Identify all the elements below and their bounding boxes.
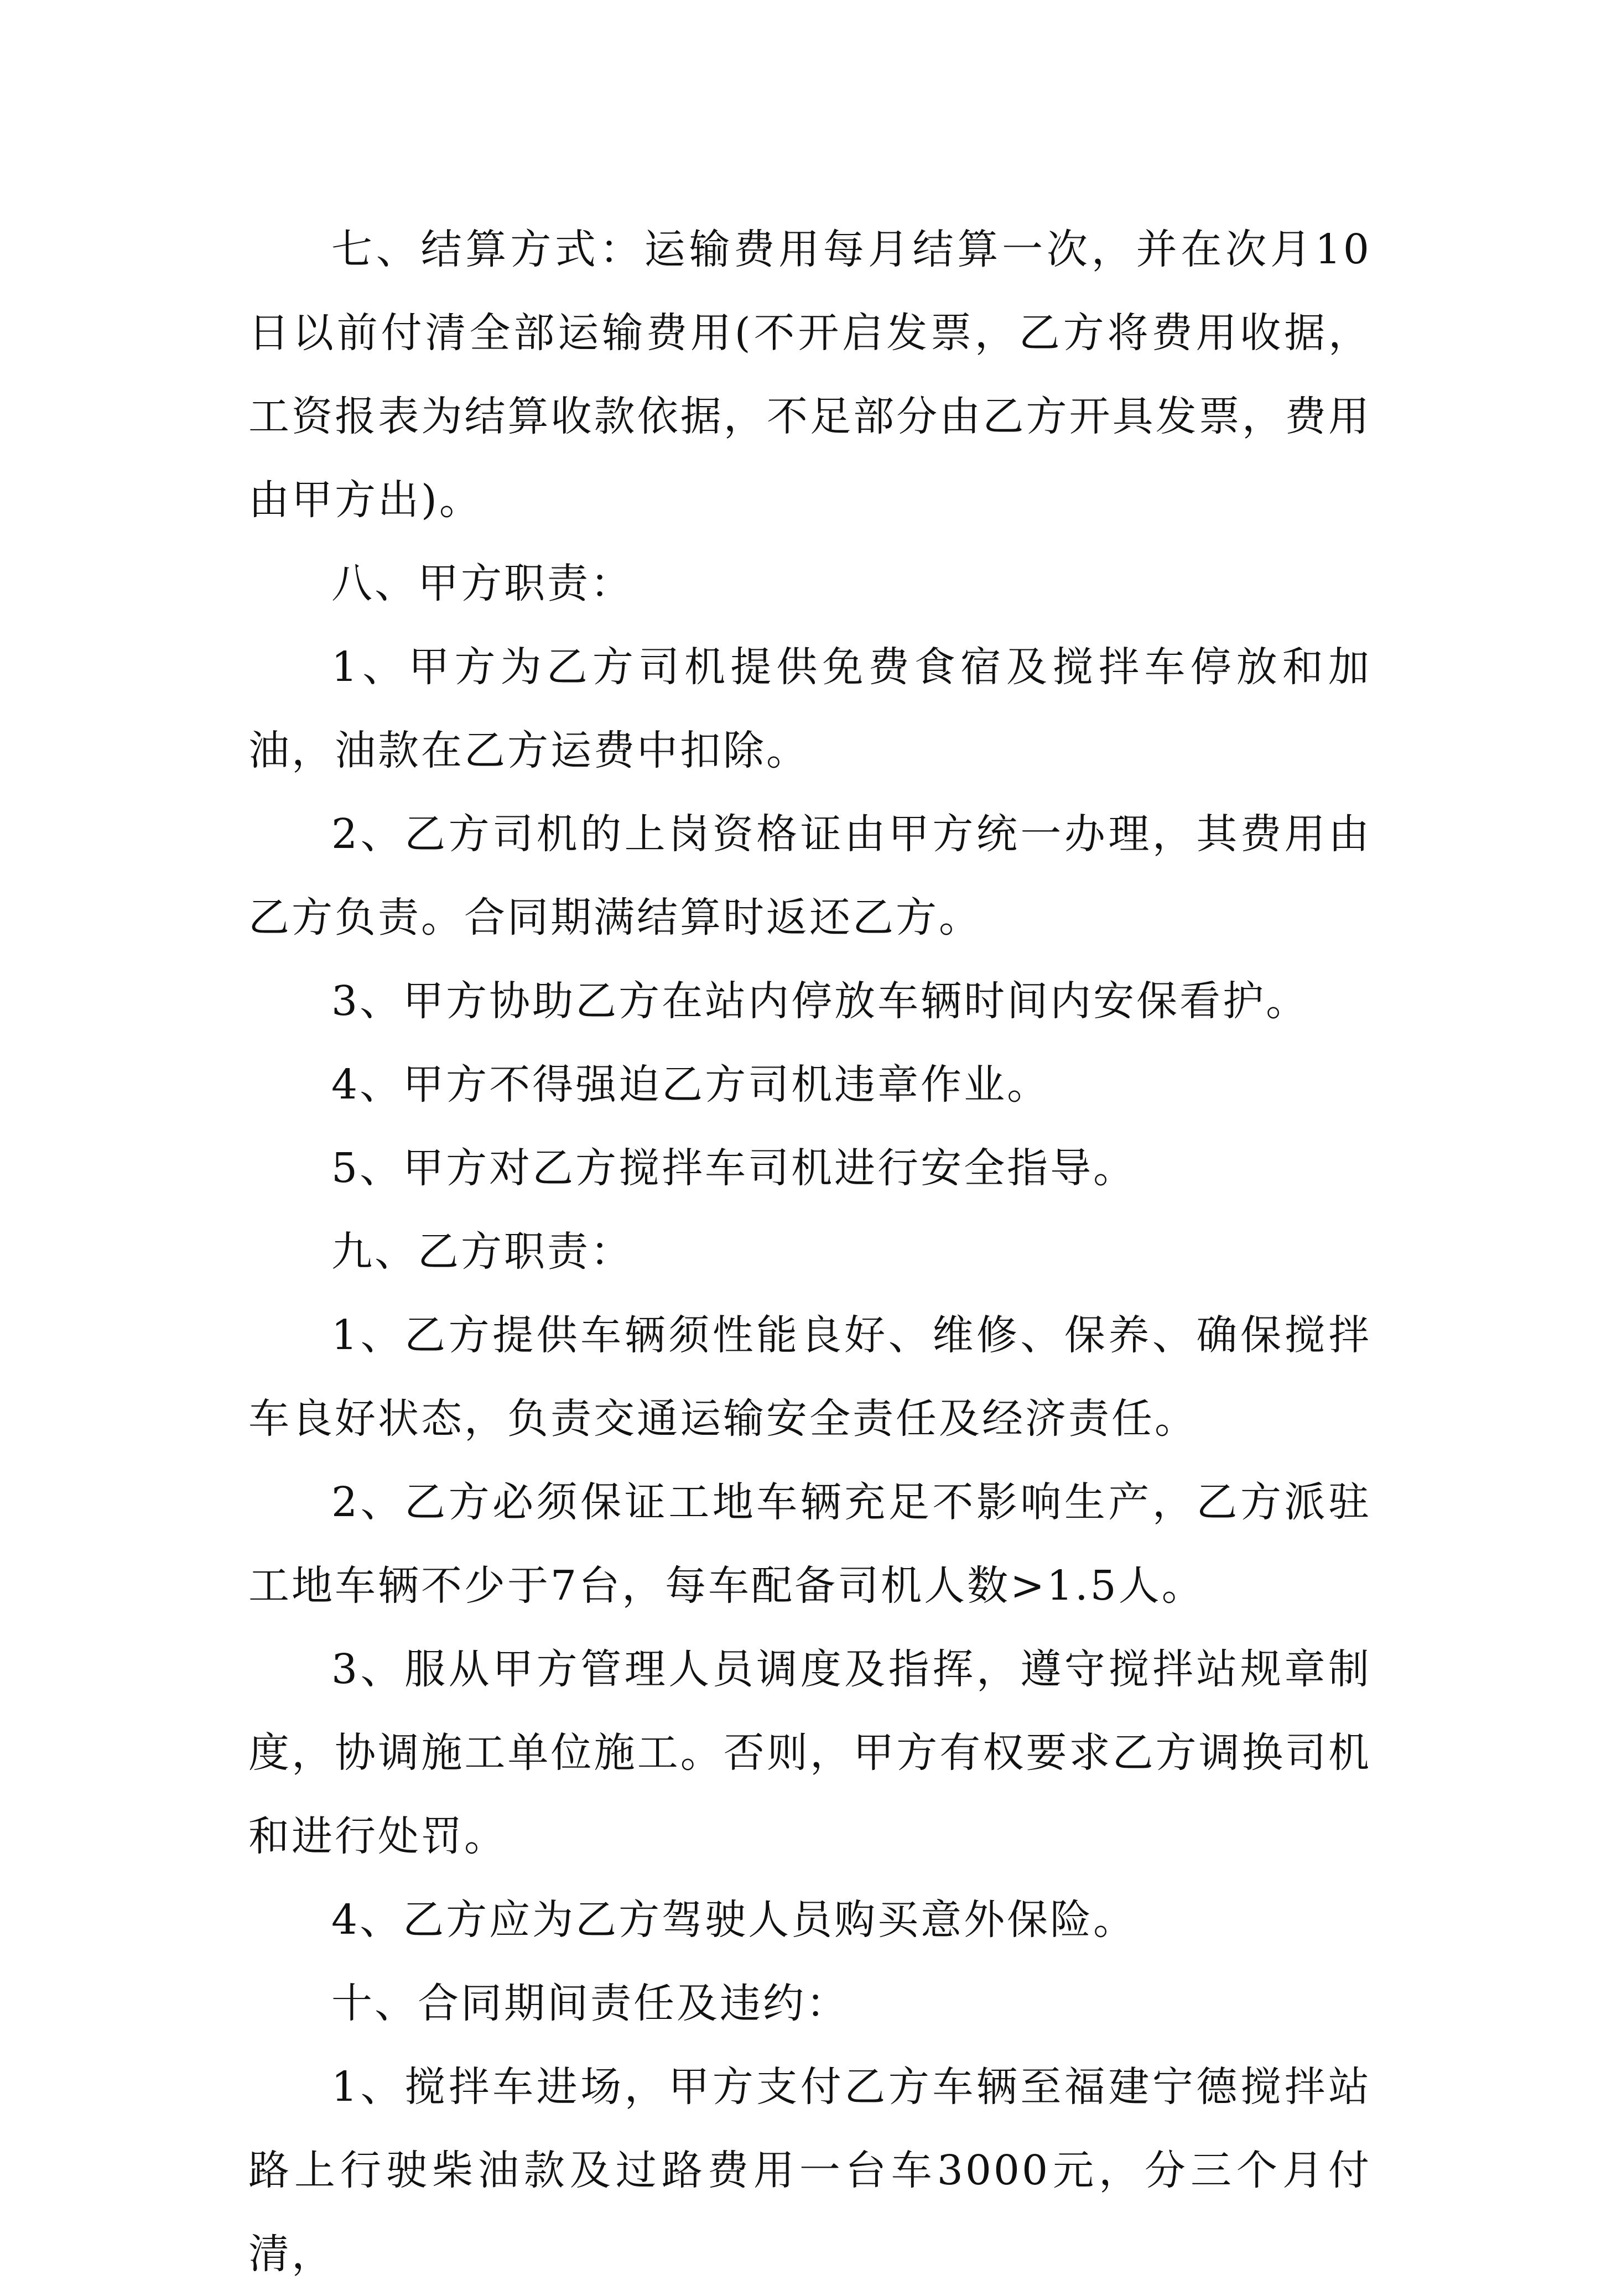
heading-party-b-duties: 九、乙方职责：	[331, 1228, 633, 1275]
paragraph-party-a-duty-3: 3、甲方协助乙方在站内停放车辆时间内安保看护。	[331, 977, 1309, 1025]
paragraph-party-b-duty-2: 2、乙方必须保证工地车辆充足不影响生产，乙方派驻工地车辆不少于7台，每车配备司机人数>1.5人。	[248, 1478, 1371, 1610]
paragraph-party-a-duty-2: 2、乙方司机的上岗资格证由甲方统一办理，其费用由乙方负责。合同期满结算时返还乙方。	[248, 810, 1371, 941]
paragraph-party-b-duty-4: 4、乙方应为乙方驾驶人员购买意外保险。	[331, 1896, 1137, 1944]
document-body	[248, 208, 1371, 2296]
paragraph-party-a-duty-1: 1、甲方为乙方司机提供免费食宿及搅拌车停放和加油，油款在乙方运费中扣除。	[248, 643, 1371, 774]
paragraph-party-b-duty-1: 1、乙方提供车辆须性能良好、维修、保养、确保搅拌车良好状态，负责交通运输安全责任及经济责任。	[248, 1311, 1371, 1443]
paragraph-party-a-duty-4: 4、甲方不得强迫乙方司机违章作业。	[331, 1061, 1051, 1108]
paragraph-party-b-duty-3: 3、服从甲方管理人员调度及指挥，遵守搅拌站规章制度，协调施工单位施工。否则，甲方有权要求乙方调换司机和进行处罚。	[248, 1646, 1371, 1860]
paragraph-settlement-method: 七、结算方式：运输费用每月结算一次，并在次月10日以前付清全部运输费用(不开启发票，乙方将费用收据，工资报表为结算收款依据，不足部分由乙方开具发票，费用由甲方出)。	[248, 226, 1371, 524]
heading-liability-breach: 十、合同期间责任及违约：	[331, 1980, 849, 2027]
paragraph-party-a-duty-5: 5、甲方对乙方搅拌车司机进行安全指导。	[331, 1144, 1137, 1192]
heading-party-a-duties: 八、甲方职责：	[331, 560, 633, 607]
paragraph-liability-1: 1、搅拌车进场，甲方支付乙方车辆至福建宁德搅拌站路上行驶柴油款及过路费用一台车3000元，分三个月付清，	[248, 2063, 1371, 2278]
